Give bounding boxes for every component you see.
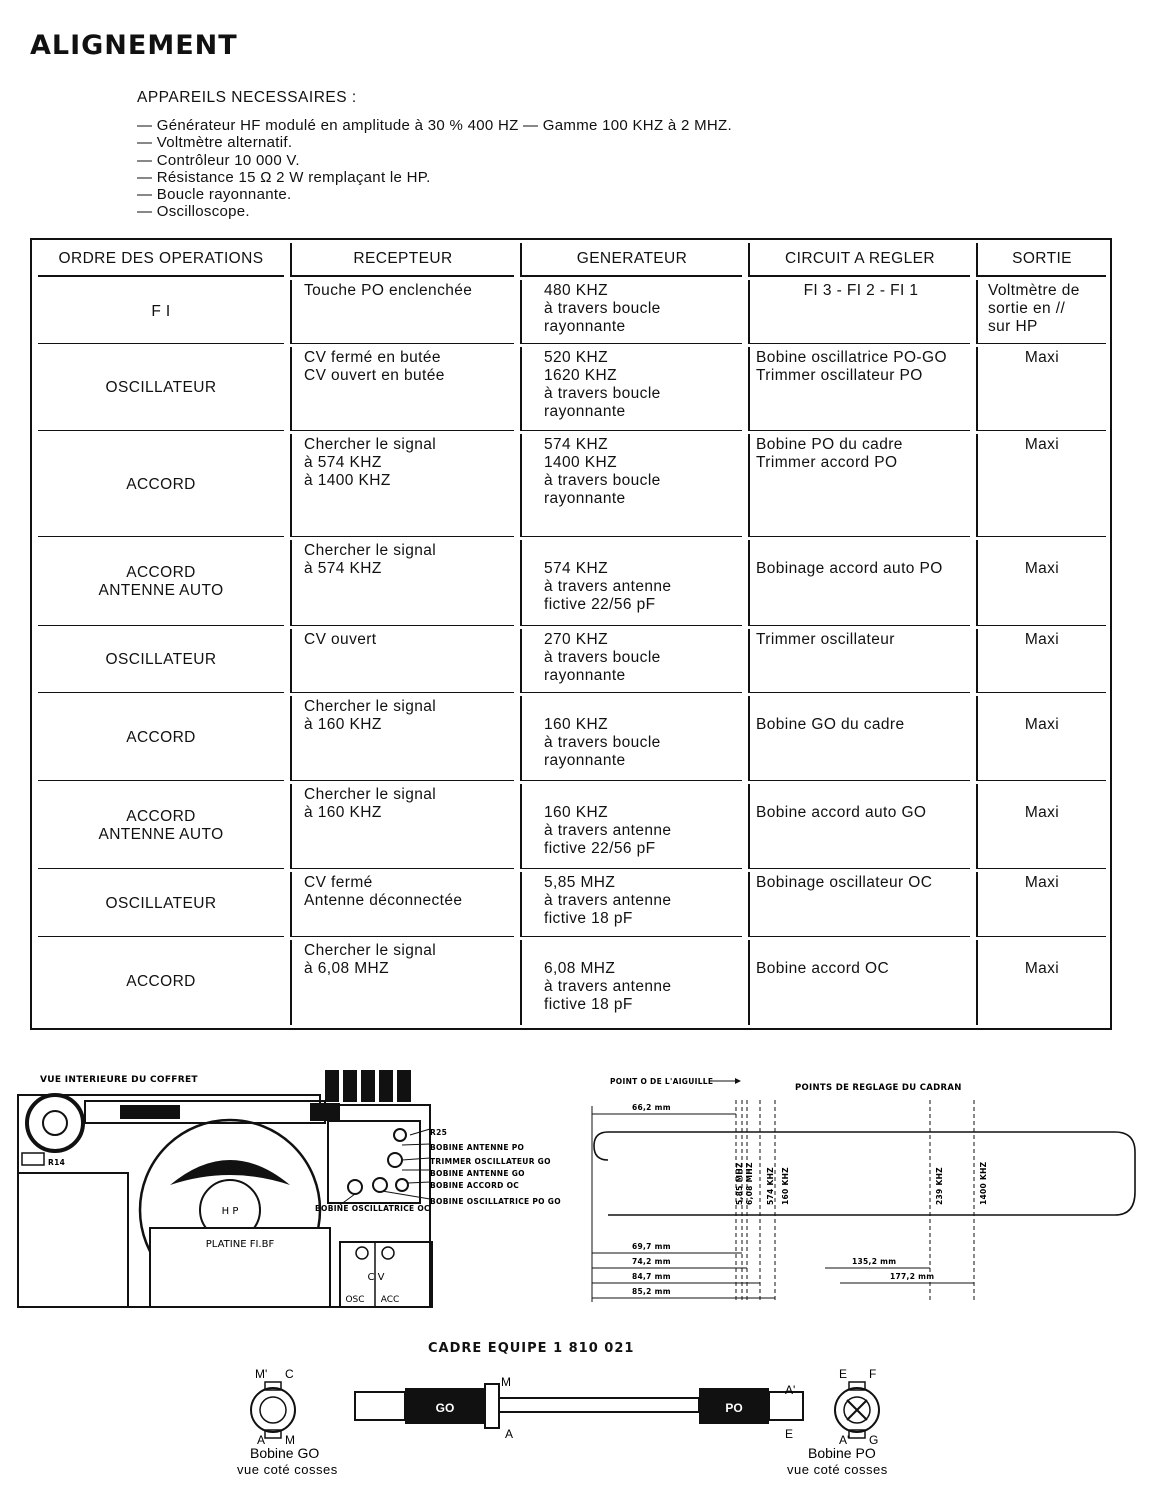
dial-outline [608,1132,1135,1215]
frame-caption: CADRE EQUIPE 1 810 021 [428,1341,635,1356]
table-row [38,872,1106,936]
cell-operation: F I [38,280,284,344]
pin-label: E [839,1367,848,1381]
label-bobine-accord-oc: BOBINE ACCORD OC [430,1181,520,1190]
freq-label: 5,85 MHZ [735,1162,744,1205]
cell-receiver: Chercher le signal à 574 KHZ [290,540,514,625]
cell-output: Maxi [976,940,1106,1025]
cell-receiver: CV fermé Antenne déconnectée [290,872,514,936]
cell-operation: OSCILLATEUR [38,872,284,936]
requirement-item: — Générateur HF modulé en amplitude à 30 % 400 HZ — Gamme 100 KHZ à 2 MHZ. [137,117,732,134]
page-title: ALIGNEMENT [30,30,238,61]
label-r14: R14 [48,1158,66,1167]
pin-label: M' [255,1367,268,1381]
cell-circuit: Bobinage accord auto PO [748,540,970,625]
coil-go-caption: Bobine GO [250,1445,320,1461]
rod-pin-label: A [505,1427,514,1441]
label-bobine-osc-po-go: BOBINE OSCILLATRICE PO GO [430,1197,561,1206]
cell-output: Maxi [976,347,1106,430]
table-row [38,280,1106,344]
dim-label: 85,2 mm [632,1287,671,1296]
header-output: SORTIE [976,243,1106,277]
frame-diagram [235,1360,915,1485]
requirements-list [137,117,732,221]
coil-po-end-view [835,1382,879,1438]
label-bobine-antenne-po: BOBINE ANTENNE PO [430,1143,525,1152]
cell-circuit: Bobine PO du cadre Trimmer accord PO [748,434,970,538]
label-osc: OSC [345,1295,365,1305]
table-row [38,347,1106,430]
freq-label: 1400 KHZ [979,1161,988,1205]
table-row [38,629,1106,693]
label-r25: R25 [430,1128,448,1137]
cell-circuit: Bobine accord OC [748,940,970,1025]
cell-output: Maxi [976,540,1106,625]
coil-go-end-view [251,1382,295,1438]
cell-output: Maxi [976,696,1106,781]
cell-circuit: Bobine accord auto GO [748,784,970,869]
cell-generator: 6,08 MHZ à travers antenne fictive 18 pF [520,940,742,1025]
header-receiver: RECEPTEUR [290,243,514,277]
cell-receiver: CV fermé en butée CV ouvert en butée [290,347,514,430]
cell-generator: 520 KHZ 1620 KHZ à travers boucle rayonnante [520,347,742,430]
cell-operation: ACCORD ANTENNE AUTO [38,540,284,625]
rod-end-left [355,1392,405,1420]
requirement-item: — Oscilloscope. [137,203,732,220]
freq-label: 239 KHZ [935,1167,944,1205]
cell-output: Voltmètre de sortie en // sur HP [976,280,1106,344]
dim-label: 74,2 mm [632,1257,671,1266]
cell-operation: ACCORD [38,434,284,538]
requirement-item: — Voltmètre alternatif. [137,134,732,151]
alignment-table [30,238,1112,1030]
table-row [38,784,1106,869]
cell-receiver: Chercher le signal à 6,08 MHZ [290,940,514,1025]
cell-generator: 160 KHZ à travers boucle rayonnante [520,696,742,781]
pin-label: G [869,1433,879,1447]
cell-generator: 480 KHZ à travers boucle rayonnante [520,280,742,344]
header-circuit: CIRCUIT A REGLER [748,243,970,277]
cell-output: Maxi [976,784,1106,869]
cell-output: Maxi [976,629,1106,693]
cell-output: Maxi [976,872,1106,936]
label-hp: H P [221,1206,239,1217]
interior-caption: VUE INTERIEURE DU COFFRET [40,1075,198,1085]
rod-middle [499,1398,699,1412]
cell-output: Maxi [976,434,1106,538]
cell-circuit: Trimmer oscillateur [748,629,970,693]
interior-diagram [10,1065,570,1315]
po-label: PO [725,1401,743,1415]
cell-generator: 270 KHZ à travers boucle rayonnante [520,629,742,693]
cell-operation: ACCORD ANTENNE AUTO [38,784,284,869]
cell-circuit: Bobine oscillatrice PO-GO Trimmer oscillateur PO [748,347,970,430]
dim-label: 84,7 mm [632,1272,671,1281]
requirement-item: — Résistance 15 Ω 2 W remplaçant le HP. [137,169,732,186]
label-cv: C V [367,1272,385,1283]
label-bobine-osc-oc: BOBINE OSCILLATRICE OC [315,1204,430,1213]
go-label: GO [435,1401,455,1415]
cell-circuit: Bobinage oscillateur OC [748,872,970,936]
dim-label: 177,2 mm [890,1272,935,1281]
pin-label: A' [839,1433,850,1447]
pin-label: C [285,1367,294,1381]
cell-operation: OSCILLATEUR [38,347,284,430]
table-row [38,696,1106,781]
pin-label: A [257,1433,266,1447]
coil-po-caption-2: vue coté cosses [787,1462,888,1477]
cell-generator: 574 KHZ 1400 KHZ à travers boucle rayonnante [520,434,742,538]
freq-label: 160 KHZ [781,1167,790,1205]
cell-generator: 5,85 MHZ à travers antenne fictive 18 pF [520,872,742,936]
cell-operation: ACCORD [38,696,284,781]
label-bobine-antenne-go: BOBINE ANTENNE GO [430,1169,525,1178]
header-generator: GENERATEUR [520,243,742,277]
dim-label: 66,2 mm [632,1103,671,1112]
cell-receiver: Chercher le signal à 160 KHZ [290,696,514,781]
cell-receiver: CV ouvert [290,629,514,693]
cell-generator: 574 KHZ à travers antenne fictive 22/56 pF [520,540,742,625]
cell-circuit: FI 3 - FI 2 - FI 1 [748,280,970,344]
rod-pin-label: E [785,1427,794,1441]
dial-caption: POINTS DE REGLAGE DU CADRAN [795,1083,962,1093]
table-row [38,540,1106,625]
dial-point-zero: POINT O DE L'AIGUILLE [610,1077,714,1086]
dim-label: 135,2 mm [852,1257,897,1266]
freq-label: 574 KHZ [766,1167,775,1205]
cell-operation: OSCILLATEUR [38,629,284,693]
pin-label: F [869,1367,877,1381]
cell-receiver: Chercher le signal à 574 KHZ à 1400 KHZ [290,434,514,538]
cell-operation: ACCORD [126,973,196,991]
requirements-heading: APPAREILS NECESSAIRES : [137,89,357,106]
label-acc: ACC [380,1295,400,1305]
requirement-item: — Contrôleur 10 000 V. [137,152,732,169]
dial-diagram [580,1070,1145,1310]
header-operations: ORDRE DES OPERATIONS [38,243,284,277]
gang-capacitor [325,1070,411,1102]
cell-generator: 160 KHZ à travers antenne fictive 22/56 pF [520,784,742,869]
table-row [38,434,1106,538]
requirement-item: — Boucle rayonnante. [137,186,732,203]
rod-pin-label: A' [785,1383,796,1397]
pin-label: M [285,1433,295,1447]
table-row [38,940,1106,1025]
label-platine: PLATINE FI.BF [205,1239,275,1250]
label-trimmer-osc-go: TRIMMER OSCILLATEUR GO [430,1157,551,1166]
coil-po-caption: Bobine PO [808,1445,876,1461]
dim-label: 69,7 mm [632,1242,671,1251]
coil-go-caption-2: vue coté cosses [237,1462,338,1477]
table-header-row [38,243,1106,277]
rod-coil [120,1105,180,1119]
cell-receiver: Touche PO enclenchée [290,280,514,344]
freq-label: 6,08 MHZ [745,1162,754,1205]
cell-receiver: Chercher le signal à 160 KHZ [290,784,514,869]
cell-circuit: Bobine GO du cadre [748,696,970,781]
rod-pin-label: M [501,1375,511,1389]
tuning-pulley [27,1095,83,1151]
